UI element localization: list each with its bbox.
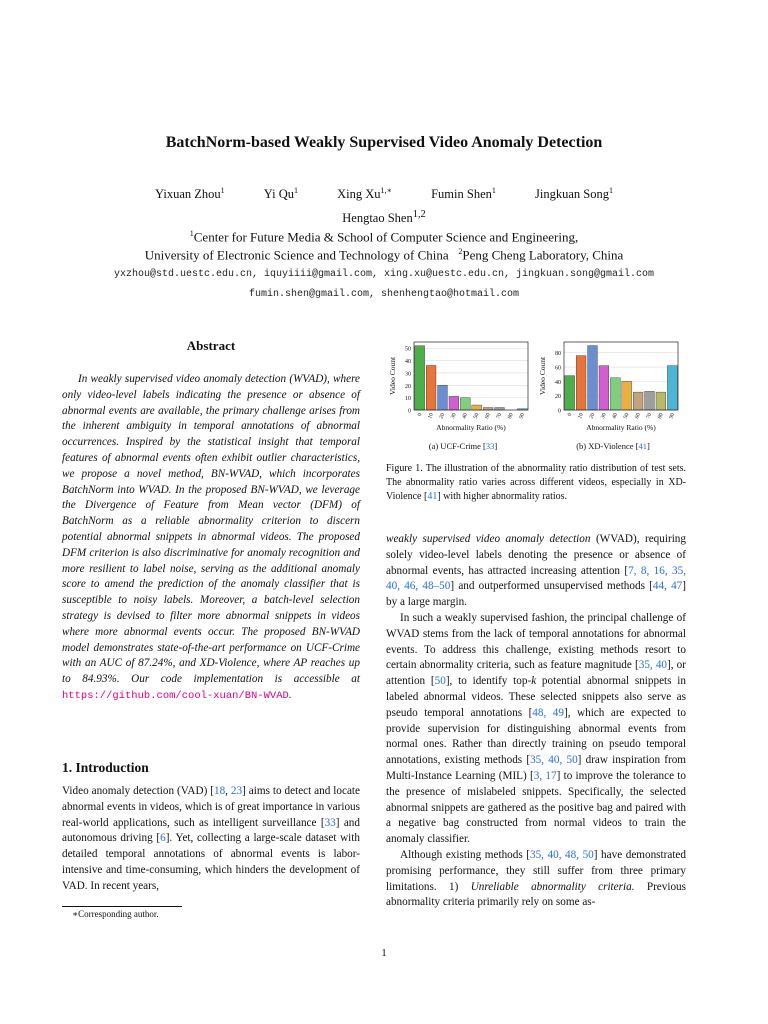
x-tick-label: 30 (449, 412, 458, 420)
bar (426, 365, 436, 410)
chart-xd-violence (536, 338, 686, 456)
citation[interactable]: 35, 40 (638, 659, 668, 672)
bar (667, 366, 677, 410)
author-emails: yxzhou@std.uestc.edu.cn, iquyiiii@gmail.com, xing.xu@uestc.edu.cn, jingkuan.song@gmail.com (113, 269, 655, 280)
bar (633, 392, 643, 410)
bar (565, 376, 575, 410)
author-emails: fumin.shen@gmail.com, shenhengtao@hotmail.com (248, 289, 520, 300)
x-tick-label: 90 (668, 412, 677, 420)
x-tick-label: 90 (518, 412, 527, 420)
code-link[interactable]: https://github.com/cool-xuan/BN-WVAD (62, 689, 289, 702)
author: Yixuan Zhou$^1$ (155, 186, 225, 202)
citation[interactable]: 48, 49 (532, 706, 564, 719)
paragraph: Although existing methods [35, 40, 48, 50] have demonstrated promising performance, they still suffer from three primary limitations. 1) Unreliable abnormality criteria. Previous abnormality criteria primarily rely on some as- (386, 848, 687, 909)
citation[interactable]: 6 (160, 832, 166, 845)
bar (495, 408, 505, 410)
citation[interactable]: 41 (638, 441, 647, 451)
x-tick-label: 40 (611, 412, 620, 420)
x-tick-label: 80 (656, 412, 665, 420)
citation[interactable]: 23 (230, 785, 243, 797)
x-tick-label: 10 (427, 412, 435, 420)
paragraph: weakly supervised video anomaly detection (WVAD), requiring solely video-level labels denoting the presence or absence of abnormal events, has attracted increasing attention [7, 8, 16, 35, 40, 46, 48–50] and outperformed unsupervised methods [44, 47] by a large margin. (386, 533, 687, 609)
page-number: 1 (381, 947, 387, 959)
citation[interactable]: 18 (213, 785, 226, 797)
chart-title-text: (a) UCF-Crime [ (428, 441, 486, 451)
author: Jingkuan Song$^1$ (535, 186, 613, 202)
footnote: ∗Corresponding author. (72, 909, 159, 919)
bar (438, 385, 448, 410)
citation[interactable]: 33 (324, 816, 336, 829)
chart-title-text: (b) XD-Violence [ (576, 441, 639, 451)
author: Xing $Xu^{1,∗}$ (337, 186, 392, 202)
affiliation-1: $^1$Center for Future Media & School of Computer Science and Engineering, (189, 229, 579, 245)
author: Fumin Shen$^1$ (431, 186, 496, 202)
x-tick-label: 20 (438, 412, 447, 420)
y-tick-label: 50 (405, 346, 411, 353)
x-tick-label: 20 (588, 412, 597, 420)
citation[interactable]: 41 (427, 491, 438, 502)
bar (610, 378, 620, 410)
x-tick-label: 50 (622, 412, 631, 420)
x-tick-label: 0 (416, 412, 424, 418)
citation[interactable]: 33 (485, 441, 495, 451)
figure-caption: Figure 1. The illustration of the abnormality ratio distribution of test sets. The abnormality ratio varies across different videos, especially in XD-Violence [41] with higher abnormality ratios. (386, 463, 686, 502)
author-list (0, 186, 768, 202)
bar (588, 346, 598, 410)
chart-title-text: ] (494, 441, 498, 451)
x-axis-label: Abnormality Ratio (%) (436, 423, 506, 432)
y-tick-label: 10 (405, 396, 411, 403)
x-tick-label: 0 (566, 412, 574, 418)
bar (449, 396, 459, 410)
chart-title (429, 441, 498, 451)
y-axis-label: Video Count (538, 356, 547, 396)
abstract-heading: Abstract (186, 338, 236, 353)
abstract-body: In weakly supervised video anomaly detection (WVAD), where only video-level labels indicating the presence or absence of abnormal events are available, the primary challenge arises from the inherent ambiguity in temporal annotations of abnormal occurrences. Inspired by the statistical insight that temporal features of abnormal events often exhibit outlier characteristics, we propose a novel method, BN-WVAD, which incorporates BatchNorm into WVAD. In the proposed BN-WVAD, we leverage the Divergence of Feature from Mean vector (DFM) of BatchNorm as a reliable abnormality criterion to discern potential abnormal snippets in abnormal videos. The proposed DFM criterion is also discriminative for anomaly recognition and more resilient to label noise, serving as the additional anomaly score to amend the prediction of the anomaly classifier that is susceptible to noisy labels. Moreover, a batch-level selection strategy is devised to filter more abnormal snippets in videos where more abnormal events occur. The proposed BN-WVAD model demonstrates state-of-the-art performance on UCF-Crime with an AUC of 87.24%, and XD-Violence, where AP reaches up to 84.93%. Our code implementation is accessible at https://github.com/cool-xuan/BN-WVAD. (62, 373, 360, 702)
y-axis-label: Video Count (388, 356, 397, 396)
paragraph: In such a weakly supervised fashion, the principal challenge of WVAD stems from the lack of temporal annotations for abnormal events. To address this challenge, existing methods resort to certain abnormality criteria, such as feature magnitude [35, 40], or attention [50], to identify top-k potential abnormal snippets in labeled abnormal videos. These selected snippets also serve as pseudo temporal annotations [48, 49], which are expected to provide supervision for distinguishing abnormal events from normal ones. Rather than directly training on pseudo temporal annotations, existing methods [35, 40, 50] draw inspiration from Multi-Instance Learning (MIL) [3, 17] to improve the tolerance to the presence of mislabeled snippets. Specifically, the selected abnormal snippets are gathered as the positive bag and paired with a negative bag constructed from normal videos to train the anomaly classifier. (386, 611, 687, 846)
x-tick-label: 30 (599, 412, 608, 420)
y-tick-label: 0 (558, 408, 561, 415)
bar (460, 398, 470, 410)
x-tick-label: 60 (484, 412, 492, 420)
x-tick-label: 70 (645, 412, 654, 420)
x-tick-label: 40 (461, 412, 470, 420)
x-tick-label: 80 (506, 412, 515, 420)
y-tick-label: 30 (405, 371, 411, 378)
x-tick-label: 60 (634, 412, 642, 420)
y-tick-label: 60 (555, 365, 561, 372)
intro-right-column (386, 532, 686, 911)
bar (622, 381, 632, 410)
citation[interactable]: 3, 17 (533, 769, 557, 782)
section-heading-introduction: 1. Introduction (62, 760, 149, 775)
bar (483, 408, 493, 410)
affiliation-2: University of Electronic Science and Technology of China $^2$Peng Cheng Laboratory, China (144, 247, 624, 263)
citation[interactable]: 44, 47 (652, 580, 683, 593)
y-tick-label: 40 (405, 359, 411, 366)
y-tick-label: 20 (555, 394, 561, 401)
x-tick-label: 10 (577, 412, 585, 420)
author: Hengtao Shen$^{1,2}$ (342, 209, 426, 226)
bar (576, 356, 586, 410)
citation[interactable]: 7, 8, 16, 35, 40, 46, 48–50 (386, 564, 687, 593)
x-tick-label: 70 (495, 412, 504, 420)
chart-title (576, 441, 650, 451)
intro-paragraph: Video anomaly detection (VAD) [18, 23] aims to detect and locate abnormal events in videos, which is of great importance in various real-world applications, such as intelligent surveillance [33] and autonomous driving [6]. Yet, collecting a large-scale dataset with detailed temporal annotations of abnormal events is labor-intensive and time-consuming, which hinders the development of VAD. In recent years, (62, 785, 360, 892)
y-tick-label: 80 (555, 351, 561, 358)
citation[interactable]: 35, 40, 48, 50 (529, 848, 594, 861)
x-tick-label: 50 (472, 412, 481, 420)
author: Yi Qu$^1$ (263, 186, 298, 202)
y-tick-label: 40 (555, 379, 561, 386)
bar (599, 366, 609, 410)
bar (415, 346, 425, 410)
bar (645, 391, 655, 410)
bar (656, 392, 666, 410)
y-tick-label: 0 (408, 408, 411, 415)
x-axis-label: Abnormality Ratio (%) (586, 423, 656, 432)
citation[interactable]: 50 (434, 675, 446, 688)
bar (472, 405, 482, 410)
citation[interactable]: 35, 40, 50 (530, 754, 578, 767)
figure-1 (386, 338, 686, 456)
chart-title-text: ] (646, 441, 650, 451)
footnote-rule (62, 906, 182, 907)
chart-ucf-crime (386, 338, 536, 456)
y-tick-label: 20 (405, 383, 411, 390)
paper-title: BatchNorm-based Weakly Supervised Video Anomaly Detection (165, 134, 603, 151)
